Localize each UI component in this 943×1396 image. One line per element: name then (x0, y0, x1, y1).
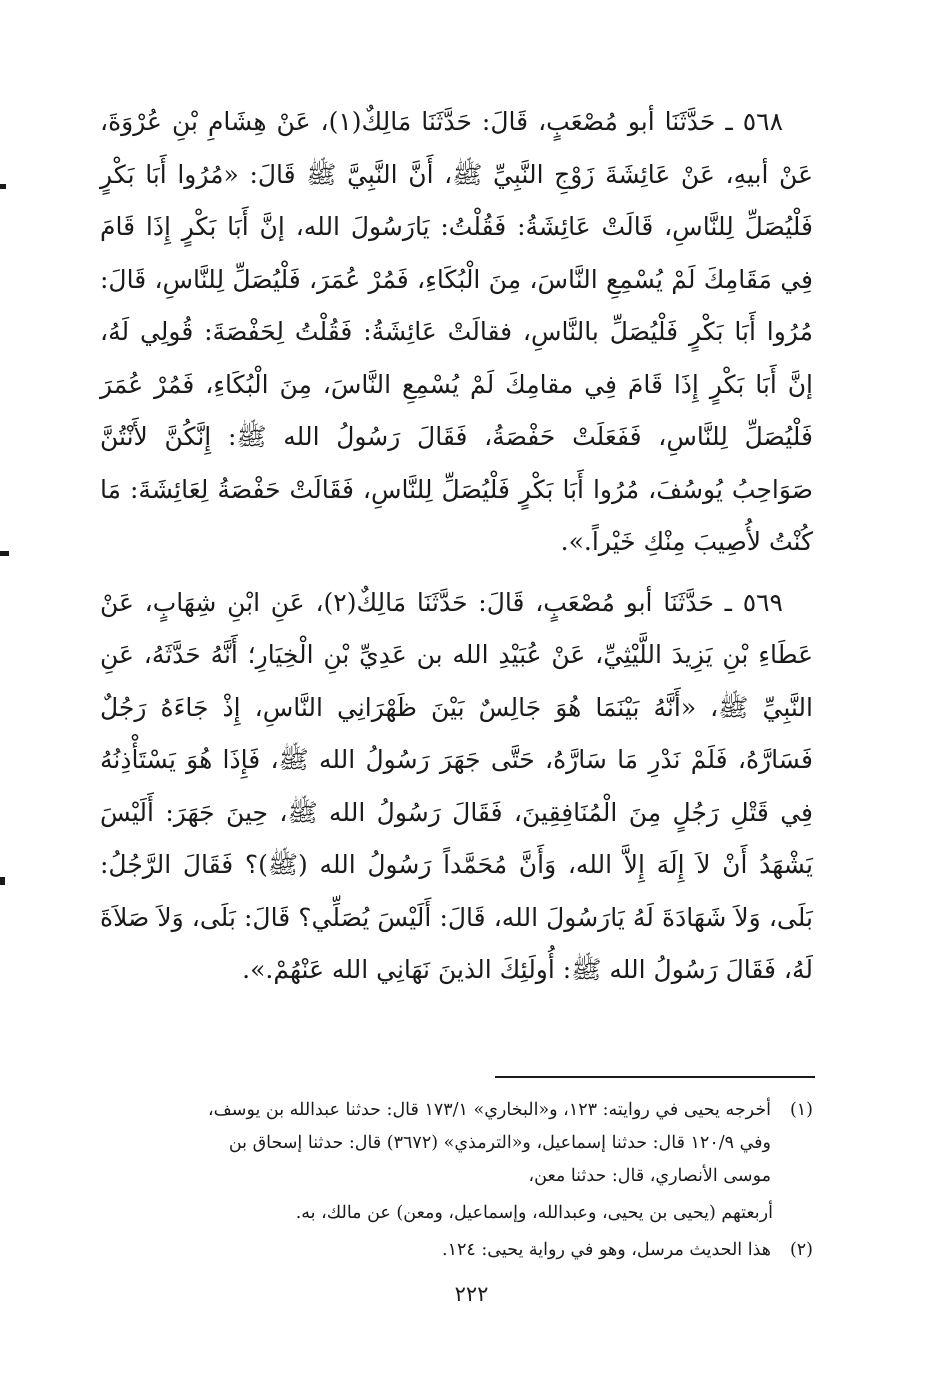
footnote-number: (١) (789, 1100, 813, 1120)
footnote-continuation: أربعتهم (يحيى بن يحيى، وعبدالله، وإسماعيل، ومعن) عن مالك، به. (295, 1203, 773, 1223)
edge-mark (0, 551, 9, 556)
footnote (100, 1234, 813, 1267)
main-text (100, 96, 813, 997)
footnotes (100, 1094, 813, 1271)
hadith-569: ٥٦٩ ـ حَدَّثَنَا أبو مُصْعَبٍ، قَالَ: حَدَّثَنَا مَالِكٌ(٢)، عَنِ ابْنِ شِهَابٍ، عَنْ عَطَاءِ بْنِ يَزِيدَ اللَّيْثِيِّ، عَنْ عُبَيْدِ الله بن عَدِيِّ بْنِ الْخِيَارِ؛ أَنَّهُ حَدَّثَهُ، عَنِ النَّبِيِّ ﷺ، «أَنَّهُ بَيْنَمَا هُوَ جَالِسٌ بَيْنَ ظَهْرَانِي النَّاسِ، إِذْ جَاءَهُ رَجُلٌ فَسَارَّهُ، فَلَمْ نَدْرِ مَا سَارَّهُ، حَتَّى جَهَرَ رَسُولُ الله ﷺ، فَإِذَا هُوَ يَسْتَأْذِنُهُ فِي قَتْلِ رَجُلٍ مِنَ الْمُنَافِقِينَ، فَقَالَ رَسُولُ الله ﷺ، حِينَ جَهَرَ: أَلَيْسَ يَشْهَدُ أَنْ لاَ إِلَهَ إِلاَّ الله، وَأَنَّ مُحَمَّداً رَسُولُ الله (ﷺ)؟ فَقَالَ الرَّجُلُ: بَلَى، وَلاَ شَهَادَةَ لَهُ يَارَسُولَ الله، قَالَ: أَلَيْسَ يُصَلِّي؟ قَالَ: بَلَى، وَلاَ صَلاَةَ لَهُ، فَقَالَ رَسُولُ الله ﷺ: أُولَئِكَ الذينَ نَهَانِي الله عَنْهُمْ.». (100, 587, 813, 984)
edge-mark (0, 184, 6, 189)
footnote-number: (٢) (789, 1240, 813, 1260)
edge-mark (0, 877, 5, 885)
footnote-divider (495, 1076, 815, 1078)
footnote-line: وفي ١٢٠/٩ قال: حدثنا إسماعيل، و«الترمذي» (٣٦٧٢) قال: حدثنا إسحاق بن (228, 1133, 771, 1153)
footnote-line: أخرجه يحيى في روايته: ١٢٣، و«البخاري» ١٧٣/١ قال: حدثنا عبدالله بن يوسف، (208, 1100, 771, 1120)
hadith-568: ٥٦٨ ـ حَدَّثَنَا أبو مُصْعَبٍ، قَالَ: حَدَّثَنَا مَالِكٌ(١)، عَنْ هِشَامِ بْنِ عُرْوَةَ، عَنْ أبيهِ، عَنْ عَائِشَةَ زَوْجِ النَّبِيِّ ﷺ، أَنَّ النَّبِيَّ ﷺ قَالَ: «مُرُوا أَبَا بَكْرٍ فَلْيُصَلِّ لِلنَّاسِ، قَالَتْ عَائِشَةُ: فَقُلْتُ: يَارَسُولَ الله، إنَّ أَبَا بَكْرٍ إِذَا قَامَ فِي مَقَامِكَ لَمْ يُسْمِعِ النَّاسَ، مِنَ الْبُكَاءِ، فَمُرْ عُمَرَ، فَلْيُصَلِّ لِلنَّاسِ، قَالَ: مُرُوا أَبَا بَكْرٍ فَلْيُصَلِّ بالنَّاسِ، فقالَتْ عَائِشَةُ: فَقُلْتُ لِحَفْصَةَ: قُولِي لَهُ، إنَّ أَبَا بَكْرٍ إِذَا قَامَ فِي مقامِكَ لَمْ يُسْمِعِ النَّاسَ، مِنَ الْبُكَاءِ، فَمُرْ عُمَرَ فَلْيُصَلِّ لِلنَّاسِ، فَفَعَلَتْ حَفْصَةُ، فَقَالَ رَسُولُ الله ﷺ: إِنَّكُنَّ لأَنْتُنَّ صَوَاحِبُ يُوسُفَ، مُرُوا أَبَا بَكْرٍ فَلْيُصَلِّ لِلنَّاسِ، فَقَالَتْ حَفْصَةُ لِعَائِشَةَ: مَا كُنْتُ لأُصِيبَ مِنْكِ خَيْراً.». (100, 107, 813, 556)
footnote-line: هذا الحديث مرسل، وهو في رواية يحيى: ١٢٤. (442, 1240, 771, 1260)
footnote (100, 1094, 813, 1193)
footnote-line: موسى الأنصاري، قال: حدثنا معن، (528, 1166, 771, 1186)
page-number: ٢٢٢ (454, 1282, 489, 1306)
